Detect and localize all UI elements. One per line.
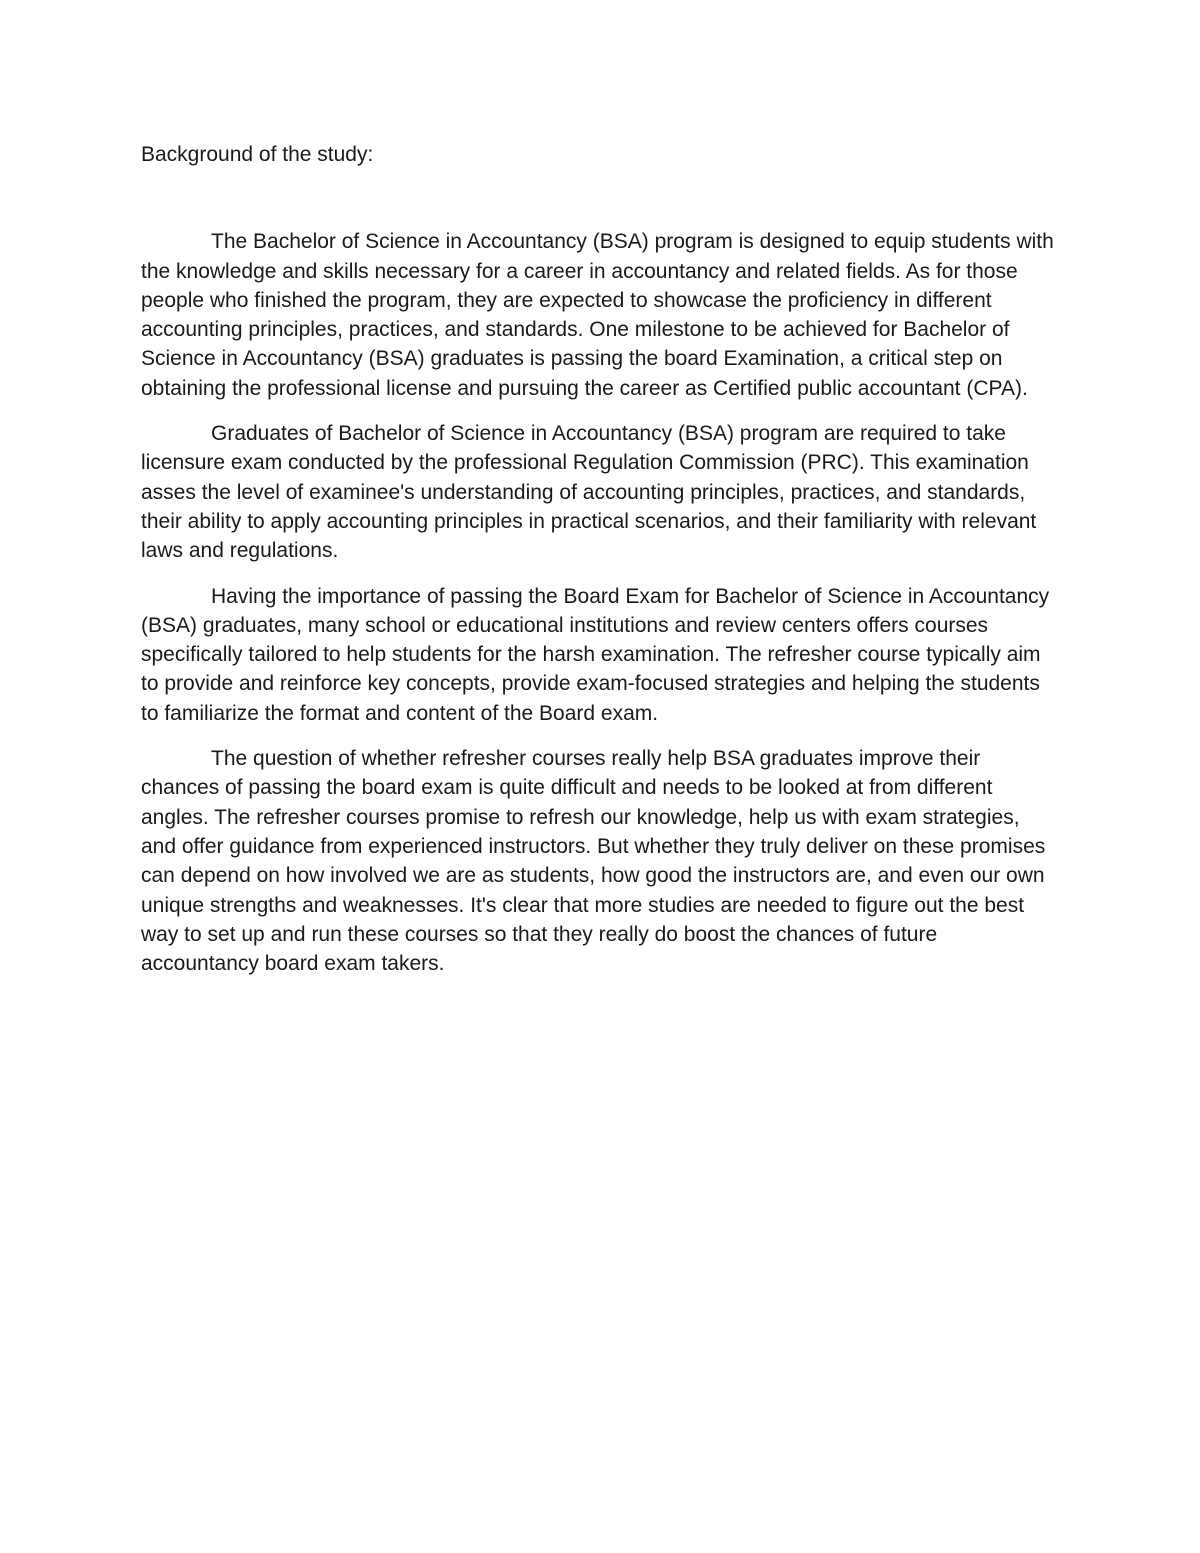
- paragraph-2: Graduates of Bachelor of Science in Accountancy (BSA) program are required to take licensure exam conducted by the professional Regulation Commission (PRC). This examination asses the level of examinee's understanding of accounting principles, practices, and standards, their ability to apply accounting principles in practical scenarios, and their familiarity with relevant laws and regulations.: [141, 422, 1037, 563]
- paragraph-3: Having the importance of passing the Board Exam for Bachelor of Science in Accountancy (BSA) graduates, many school or educational institutions and review centers offers courses specifically tailored to help students for the harsh examination. The refresher course typically aim to provide and reinforce key concepts, provide exam-focused strategies and helping the students to familiarize the format and content of the Board exam.: [141, 584, 1050, 725]
- paragraph-4: The question of whether refresher courses really help BSA graduates improve their chances of passing the board exam is quite difficult and needs to be looked at from different angles. The refresher courses promise to refresh our knowledge, help us with exam strategies, and offer guidance from experienced instructors. But whether they truly deliver on these promises can depend on how involved we are as students, how good the instructors are, and even our own unique strengths and weaknesses. It's clear that more studies are needed to figure out the best way to set up and run these courses so that they really do boost the chances of future accountancy board exam takers.: [141, 747, 1046, 976]
- section-heading: Background of the study:: [141, 143, 374, 166]
- document-body: [141, 140, 1059, 994]
- paragraph-1: The Bachelor of Science in Accountancy (BSA) program is designed to equip students with the knowledge and skills necessary for a career in accountancy and related fields. As for those people who finished the program, they are expected to showcase the proficiency in different accounting principles, practices, and standards. One milestone to be achieved for Bachelor of Science in Accountancy (BSA) graduates is passing the board Examination, a critical step on obtaining the professional license and pursuing the career as Certified public accountant (CPA).: [141, 230, 1054, 400]
